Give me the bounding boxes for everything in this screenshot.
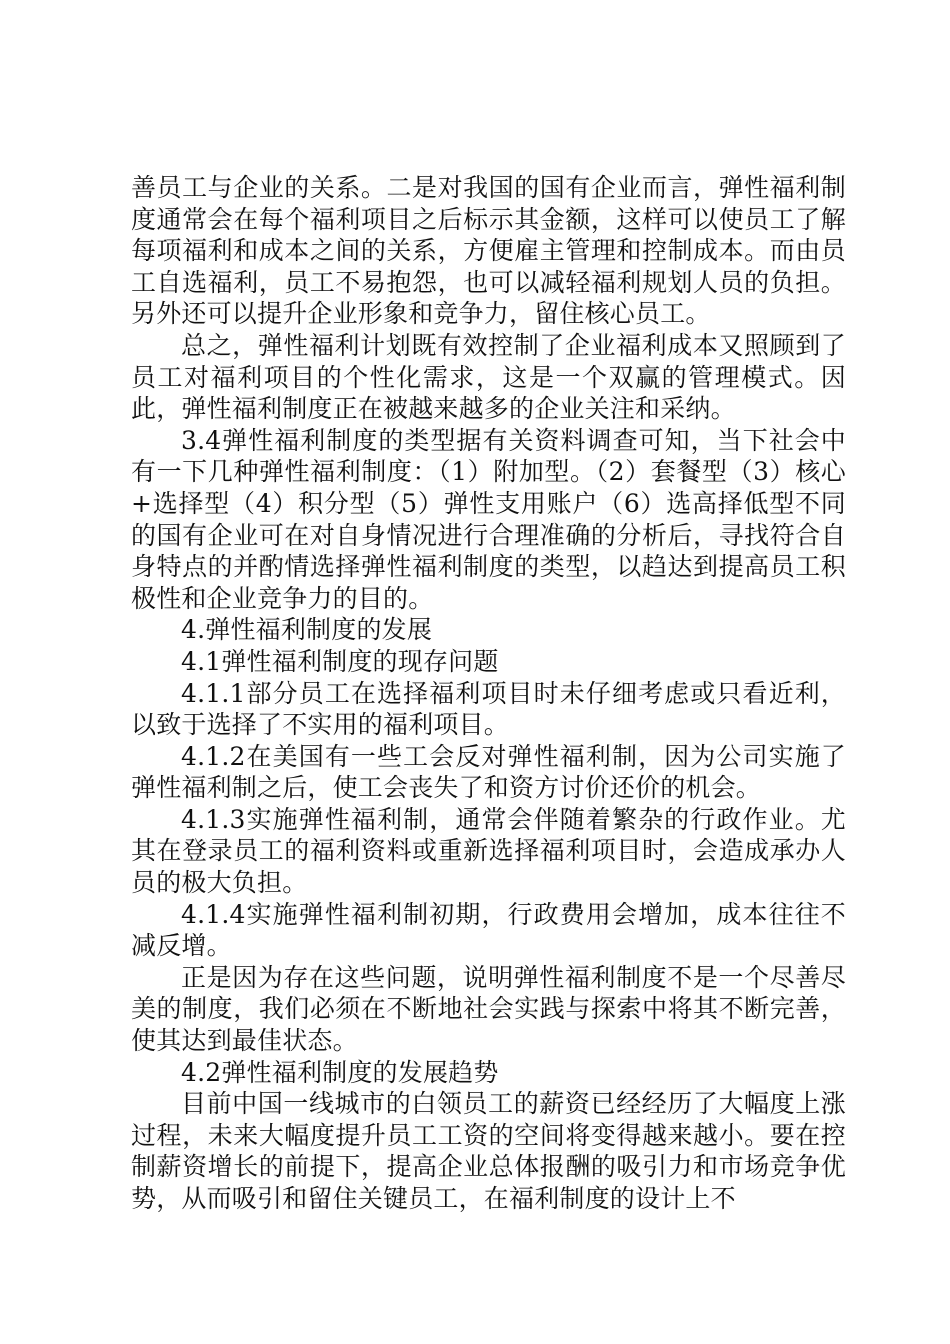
paragraph-types: 3.4弹性福利制度的类型据有关资料调查可知，当下社会中有一下几种弹性福利制度：（1）附加型。（2）套餐型（3）核心+选择型（4）积分型（5）弹性支用账户（6）选高择低型不同的国有企业可在对自身情况进行合理准确的分析后，寻找符合自身特点的并酌情选择弹性福利制度的类型，以趋达到提高员工积极性和企业竞争力的目的。 [131, 425, 846, 613]
document-body [131, 172, 846, 1215]
subsection-heading-problems: 4.1弹性福利制度的现存问题 [181, 646, 499, 676]
subsection-heading-trends: 4.2弹性福利制度的发展趋势 [181, 1057, 499, 1087]
paragraph-problem-1: 4.1.1部分员工在选择福利项目时未仔细考虑或只看近利，以致于选择了不实用的福利项目。 [131, 678, 846, 740]
paragraph-continuation: 善员工与企业的关系。二是对我国的国有企业而言，弹性福利制度通常会在每个福利项目之后标示其金额，这样可以使员工了解每项福利和成本之间的关系，方便雇主管理和控制成本。而由员工自选福利，员工不易抱怨，也可以减轻福利规划人员的负担。另外还可以提升企业形象和竞争力，留住核心员工。 [131, 173, 846, 329]
paragraph-problem-3: 4.1.3实施弹性福利制，通常会伴随着繁杂的行政作业。尤其在登录员工的福利资料或重新选择福利项目时，会造成承办人员的极大负担。 [131, 804, 846, 898]
section-heading-development: 4.弹性福利制度的发展 [181, 615, 433, 645]
paragraph-problem-4: 4.1.4实施弹性福利制初期，行政费用会增加，成本往往不减反增。 [131, 899, 846, 961]
paragraph-summary: 总之，弹性福利计划既有效控制了企业福利成本又照顾到了员工对福利项目的个性化需求，这是一个双赢的管理模式。因此，弹性福利制度正在被越来越多的企业关注和采纳。 [131, 330, 846, 424]
paragraph-problem-2: 4.1.2在美国有一些工会反对弹性福利制，因为公司实施了弹性福利制之后，使工会丧失了和资方讨价还价的机会。 [131, 741, 846, 803]
paragraph-trends: 目前中国一线城市的白领员工的薪资已经经历了大幅度上涨过程，未来大幅度提升员工工资的空间将变得越来越小。要在控制薪资增长的前提下，提高企业总体报酬的吸引力和市场竞争优势，从而吸引和留住关键员工，在福利制度的设计上不 [131, 1089, 846, 1213]
paragraph-problem-conclusion: 正是因为存在这些问题，说明弹性福利制度不是一个尽善尽美的制度，我们必须在不断地社会实践与探索中将其不断完善，使其达到最佳状态。 [131, 962, 846, 1056]
